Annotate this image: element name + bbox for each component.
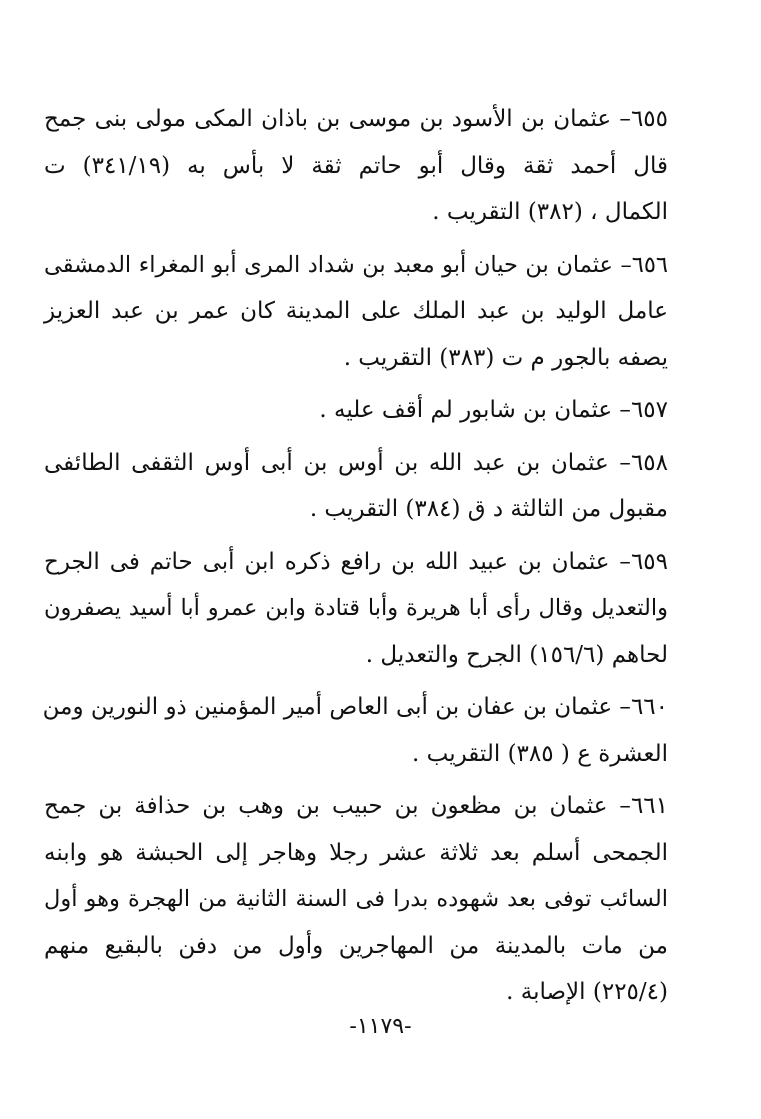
entry-line: ٦٥٨– عثمان بن عبد الله بن أوس بن أبى أوس الثقفى الطائفى xyxy=(44,449,668,476)
entry-660 xyxy=(44,684,668,777)
entry-line: الكمال ، (٣٨٢) التقريب . xyxy=(432,199,668,225)
entry-line: قال أحمد ثقة وقال أبو حاتم ثقة لا بأس به (٣٤١/١٩) ت xyxy=(44,152,669,179)
entry-line: والتعديل وقال رأى أبا هريرة وأبا قتادة وابن عمرو أبا أسيد يصفرون xyxy=(44,595,668,621)
entry-line: ٦٦٠– عثمان بن عفان بن أبى العاص أمير المؤمنين ذو النورين ومن xyxy=(42,694,668,720)
entry-657 xyxy=(44,387,668,434)
entry-658 xyxy=(44,440,668,533)
document-body xyxy=(44,96,668,1022)
entry-line: ٦٦١– عثمان بن مظعون بن حبيب بن وهب بن حذافة بن جمح xyxy=(44,793,668,819)
entry-line: من مات بالمدينة من المهاجرين وأول من دفن بالبقيع منهم xyxy=(44,932,668,959)
entry-655 xyxy=(44,96,668,236)
entry-line: الجمحى أسلم بعد ثلاثة عشر رجلا وهاجر إلى الحبشة هو وابنه xyxy=(44,839,668,866)
entry-line: عامل الوليد بن عبد الملك على المدينة كان عمر بن عبد العزيز xyxy=(44,298,668,324)
entry-656 xyxy=(44,242,668,382)
entry-line: السائب توفى بعد شهوده بدرا فى السنة الثانية من الهجرة وهو أول xyxy=(44,886,668,912)
entry-line: ٦٥٩– عثمان بن عبيد الله بن رافع ذكره ابن أبى حاتم فى الجرح xyxy=(44,548,668,575)
entry-line: لحاهم (١٥٦/٦) الجرح والتعديل . xyxy=(365,641,668,668)
entry-661 xyxy=(44,783,668,1016)
entry-659 xyxy=(44,539,668,679)
entry-line: يصفه بالجور م ت (٣٨٣) التقريب . xyxy=(343,344,668,371)
entry-line: ٦٥٧– عثمان بن شابور لم أقف عليه . xyxy=(319,397,668,423)
entry-line: مقبول من الثالثة د ق (٣٨٤) التقريب . xyxy=(309,496,668,522)
page-number: -١١٧٩- xyxy=(349,1014,412,1039)
entry-line: ٦٥٥– عثمان بن الأسود بن موسى بن باذان المكى مولى بنى جمح xyxy=(44,106,668,132)
entry-line: العشرة ع ( ٣٨٥) التقريب . xyxy=(411,740,668,767)
entry-line: ٦٥٦– عثمان بن حيان أبو معبد بن شداد المرى أبو المغراء الدمشقى xyxy=(44,251,668,278)
entry-line: (٢٢٥/٤) الإصابة . xyxy=(506,979,668,1005)
